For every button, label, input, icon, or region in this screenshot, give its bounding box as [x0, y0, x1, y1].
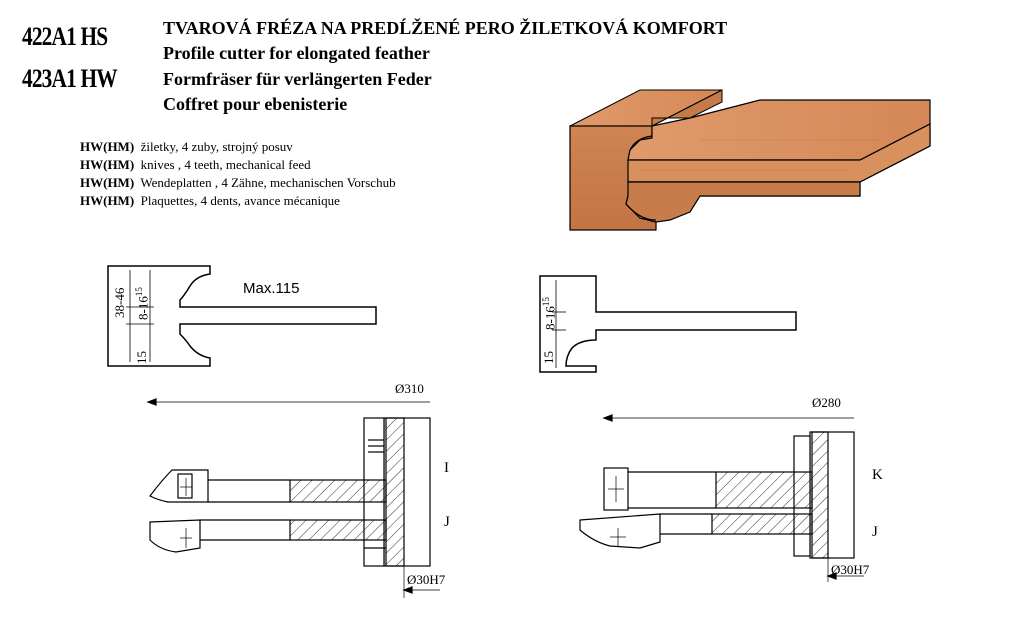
- dim-inner-left-value: 8-16: [135, 296, 151, 320]
- profile-right: [540, 276, 796, 372]
- diameter-right: Ø280: [812, 395, 841, 410]
- cutter-left-drawing: [148, 399, 440, 598]
- bore-right: Ø30H7: [831, 562, 870, 577]
- dim-inner-left-sup: 15: [134, 287, 144, 297]
- spec-text: Plaquettes, 4 dents, avance mécanique: [140, 193, 340, 208]
- cutter-right-drawing: [580, 415, 864, 582]
- dim-low-right: 15: [541, 351, 556, 364]
- title-fr: Coffret pour ebenisterie: [163, 94, 348, 114]
- dim-low-left: 15: [134, 351, 149, 364]
- dim-inner-left: [134, 287, 151, 320]
- label-j-right: J: [872, 524, 878, 540]
- spec-text: žiletky, 4 zuby, strojný posuv: [140, 139, 293, 154]
- spec-text: Wendeplatten , 4 Zähne, mechanischen Vorschub: [140, 175, 396, 190]
- spec-code: HW(HM): [80, 157, 135, 172]
- product-code-1: 422A1 HS: [22, 22, 108, 51]
- max-length-label: Max.115: [243, 280, 300, 297]
- dim-outer-left: 38-46: [112, 287, 127, 318]
- spec-code: HW(HM): [80, 193, 135, 208]
- dim-inner-right-value: 8-16: [542, 306, 558, 330]
- dim-inner-right-sup: 15: [541, 297, 551, 307]
- title-cz: TVAROVÁ FRÉZA NA PREDĹŽENÉ PERO ŽILETKOVÁ KOMFORT: [163, 18, 728, 38]
- label-j-left: J: [444, 514, 450, 530]
- title-de: Formfräser für verlängerten Feder: [163, 69, 432, 89]
- spec-code: HW(HM): [80, 139, 135, 154]
- title-en: Profile cutter for elongated feather: [163, 43, 430, 63]
- spec-text: knives , 4 teeth, mechanical feed: [140, 157, 311, 172]
- diameter-left: Ø310: [395, 381, 424, 396]
- spec-code: HW(HM): [80, 175, 135, 190]
- product-code-2: 423A1 HW: [22, 64, 117, 93]
- label-i: I: [444, 460, 449, 476]
- bore-left: Ø30H7: [407, 572, 446, 587]
- label-k: K: [872, 467, 883, 483]
- dim-inner-right: [541, 297, 558, 330]
